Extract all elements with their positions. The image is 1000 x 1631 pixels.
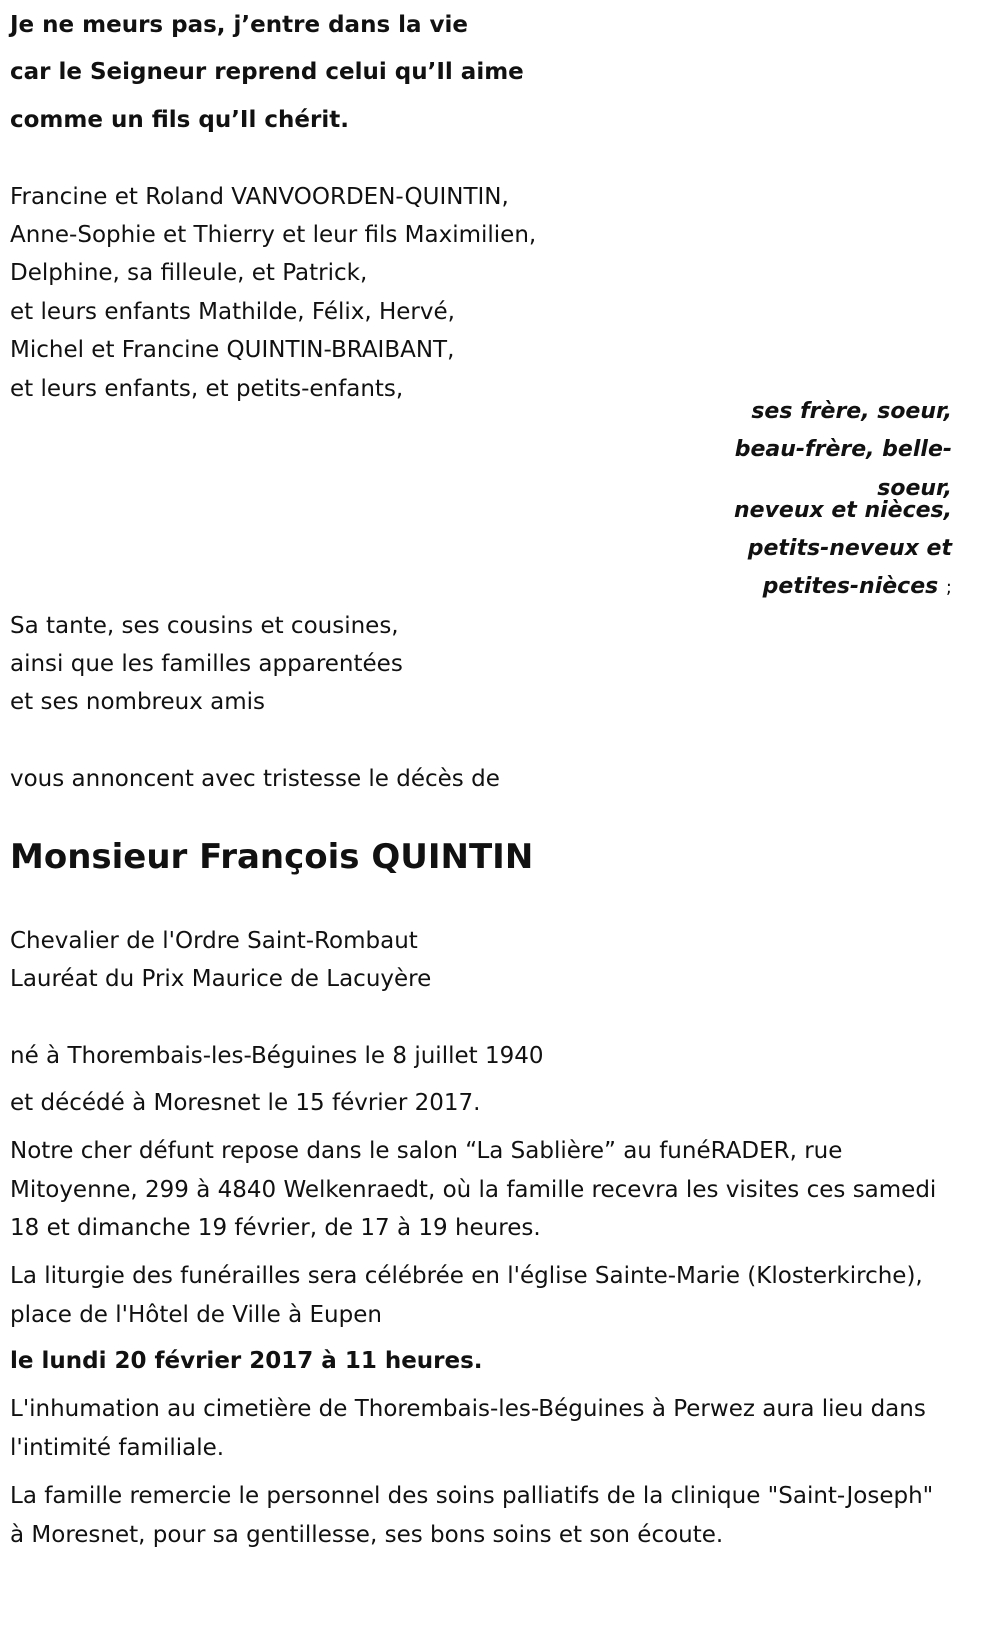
others-line: Sa tante, ses cousins et cousines,: [10, 613, 399, 639]
liturgy-info: La liturgie des funérailles sera célébrée en l'église Sainte-Marie (Klosterkirche), place de l'Hôtel de Ville à Eupen: [10, 1263, 923, 1328]
liturgy-date: le lundi 20 février 2017 à 11 heures.: [10, 1348, 483, 1374]
relation-line: [763, 572, 952, 603]
relation-line: ses frère, soeur,: [751, 399, 952, 424]
family-line: Michel et Francine QUINTIN-BRAIBANT,: [10, 337, 455, 363]
thanks-info: La famille remercie le personnel des soins palliatifs de la clinique "Saint-Joseph" à Moresnet, pour sa gentillesse, ses bons soins et son écoute.: [10, 1483, 934, 1548]
family-line: Delphine, sa filleule, et Patrick,: [10, 260, 368, 286]
relation-line: neveux et nièces,: [734, 498, 952, 523]
family-line: et leurs enfants, et petits-enfants,: [10, 376, 404, 402]
title-line: Chevalier de l'Ordre Saint-Rombaut: [10, 928, 418, 954]
title-line: Lauréat du Prix Maurice de Lacuyère: [10, 966, 432, 992]
relation-line: soeur,: [877, 476, 952, 501]
others-line: et ses nombreux amis: [10, 689, 266, 715]
death-info: et décédé à Moresnet le 15 février 2017.: [10, 1090, 481, 1116]
others-line: ainsi que les familles apparentées: [10, 651, 403, 677]
relation-line: petits-neveux et: [747, 536, 952, 561]
deceased-name: Monsieur François QUINTIN: [10, 837, 534, 877]
announcement: vous annoncent avec tristesse le décès de: [10, 766, 500, 792]
birth-info: né à Thorembais-les-Béguines le 8 juillet 1940: [10, 1043, 544, 1069]
verse-line: Je ne meurs pas, j’entre dans la vie: [10, 12, 469, 38]
family-line: Francine et Roland VANVOORDEN-QUINTIN,: [10, 184, 509, 210]
burial-info: L'inhumation au cimetière de Thorembais-les-Béguines à Perwez aura lieu dans l'intimité familiale.: [10, 1396, 926, 1461]
relation-line: beau-frère, belle-: [734, 437, 952, 462]
family-line: Anne-Sophie et Thierry et leur fils Maximilien,: [10, 222, 537, 248]
verse-line: comme un fils qu’Il chérit.: [10, 107, 349, 133]
family-line: et leurs enfants Mathilde, Félix, Hervé,: [10, 299, 455, 325]
verse-line: car le Seigneur reprend celui qu’Il aime: [10, 59, 524, 85]
relation-text: petites-nièces: [762, 574, 939, 599]
relation-end: ;: [945, 577, 952, 598]
visitation-info: Notre cher défunt repose dans le salon “La Sablière” au funéRADER, rue Mitoyenne, 299 à 4840 Welkenraedt, où la famille recevra les visites ces samedi 18 et dimanche 19 février, de 17 à 19 heures.: [10, 1138, 937, 1241]
